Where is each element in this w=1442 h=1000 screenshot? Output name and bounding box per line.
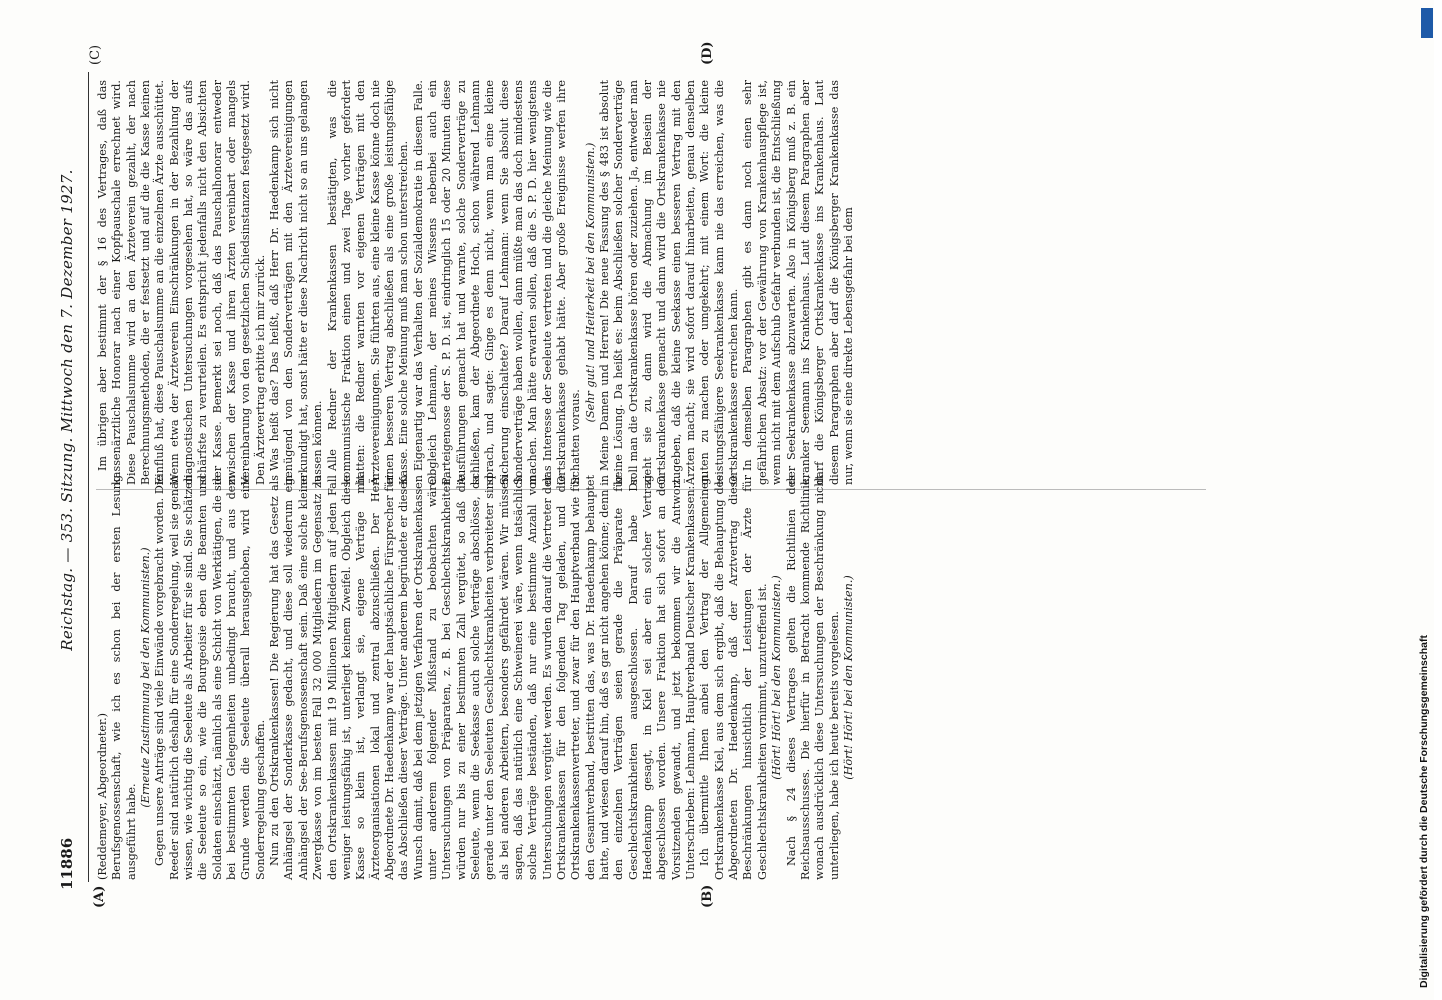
header-rule <box>88 72 89 882</box>
paragraph: Nach § 24 dieses Vertrages gelten die Richtlinien des Reichsausschusses. Die hierfür in Betracht kommende Richtlinie, wonach ausdrücklich diese Untersuchungen der Beschränkung nicht unterliegen, habe ich heute bereits vorgelesen. <box>784 475 841 880</box>
paragraph: Im übrigen aber bestimmt der § 16 des Vertrages, daß das kassenärztliche Honorar nach einer Kopfpauschale errechnet wird. Diese Pauschalsumme wird an den Ärzteverein gezahlt, der nach Berechnungsmethoden, die er festsetzt und auf die die Kasse keinen Einfluß hat, diese Pauschalsumme an die einzelnen Ärzte ausschüttet. Wenn etwa der Ärzteverein Einschränkungen in der Bezahlung der diagnostischen Untersuchungen vorgesehen hat, so wäre das aufs schärfste zu verurteilen. Es entspricht jedenfalls nicht den Absichten der Kasse. Bemerkt sei noch, daß das Pauschalhonorar entweder zwischen der Kasse und ihren Ärzten vereinbart oder mangels Vereinbarung von den gesetzlichen Schiedsinstanzen festgesetzt wird. Den Ärztevertrag erbitte ich mir zurück. <box>96 80 267 485</box>
paragraph: Nun zu den Ortskrankenkassen! Die Regierung hat das Gesetz als Anhängsel der Sonderkasse gedacht, und diese soll wiederum ein Anhängsel der See-Berufsgenossenschaft sein. Daß eine solche kleine Zwergkasse von im besten Fall 32 000 Mitgliedern im Gegensatz zu den Ortskrankenkassen mit 19 Millionen Mitgliedern auf jeden Fall weniger leistungsfähig ist, unterliegt keinem Zweifel. Obgleich diese Kasse so klein ist, verlangt sie, eigene Verträge mit Ärzteorganisationen lokal und zentral abzuschließen. Der Herr Abgeordnete Dr. Haedenkamp war der hauptsächliche Fürsprecher für das Abschließen dieser Verträge. Unter anderem begründete er diesen Wunsch damit, daß bei dem jetzigen Verfahren der Ortskrankenkassen unter anderem folgender Mißstand zu beobachten wäre: Untersuchungen von Präparaten, z. B. bei Geschlechtskrankheiten, würden nur bis zu einer bestimmten Zahl vergütet, so daß die Seeleute, wenn die Seekasse auch solche Verträge abschlösse, da gerade unter den Seeleuten Geschlechtskrankheiten verbreiteter sind als bei anderen Arbeitern, besonders gefährdet wären. Wir müssen sagen, daß das natürlich eine Schweinerei wäre, wenn tatsächlich solche Verträge beständen, daß nur eine bestimmte Anzahl von Untersuchungen vergütet werden. Es wurden darauf die Vertreter der Ortskrankenkassen für den folgenden Tag geladen, und die Ortskrankenkassenvertreter, und zwar für den Hauptverband wie für den Gesamtverband, bestritten das, was Dr. Haedenkamp behauptet hatte, und wiesen darauf hin, daß es gar nicht angehen könne; denn in den einzelnen Verträgen seien gerade die Präparate für Geschlechtskrankheiten ausgeschlossen. Darauf habe Dr. Haedenkamp gesagt, in Kiel sei aber ein solcher Vertrag abgeschlossen worden. Unsere Fraktion hat sich sofort an den Vorsitzenden gewandt, und jetzt bekommen wir die Antwort. Unterschrieben: Lehmann, Hauptverband Deutscher Krankenkassen: <box>268 475 698 880</box>
paragraph: Eigenartig war das Verhalten der Sozialdemokratie in diesem Falle. Obgleich Lehmann, der meines Wissens nebenbei auch ein Parteigenosse der S. P. D. ist, eindringlich 15 oder 20 Minuten diese Ausführungen gemacht hat und warnte, solche Sonderverträge zu schließen, kam der Abgeordnete Hoch, schon während Lehmann sprach, und sagte: Ginge es denn nicht, wenn man eine kleine Sicherung einschaltete? Darauf Lehmann: wenn Sie absolut diese Sonderverträge haben wollen, dann müßte man das doch mindestens machen. Man hätte erwarten sollen, daß die S. P. D. hier wenigstens das Interesse der Seeleute vertreten und die gleiche Meinung wie die Ortskrankenkasse gehabt hätte. Aber große Ereignisse werfen ihre Schatten voraus. <box>411 80 583 485</box>
margin-mark-c: (C) <box>88 44 103 65</box>
credit-strip <box>1398 10 1418 990</box>
paragraph: Alle Redner der Krankenkassen bestätigten, was die kommunistische Fraktion einen und zwei Tage vorher gefordert hatten: die Redner warnten vor eigenen Verträgen mit den Ärztevereinigungen. Sie führten aus, eine kleine Kasse könne doch nie einen besseren Vertrag abschließen als eine große leistungsfähige Kasse. Eine solche Meinung muß man schon unterstreichen. <box>325 80 411 485</box>
margin-mark-a: (A) <box>92 885 107 908</box>
margin-mark-d: (D) <box>700 41 715 65</box>
margin-mark-b: (B) <box>700 884 715 908</box>
interjection: (Hört! Hört! bei den Kommunisten.) <box>841 575 855 780</box>
dfg-logo <box>1421 8 1442 38</box>
interjection: (Erneute Zustimmung bei den Kommunisten.) <box>139 547 153 808</box>
left-text-column <box>96 475 1216 880</box>
paragraph: Gegen unsere Anträge sind viele Einwände vorgebracht worden. Die Reeder sind natürlich deshalb für eine Sonderregelung, weil sie genau wissen, wie wichtig die Seeleute als Arbeiter für sie sind. Sie schätzen die Seeleute so ein, wie die Bourgeoisie eben die Beamten und Soldaten einschätzt, nämlich als eine Schicht von Werktätigen, die sie bei bestimmten Gelegenheiten unbedingt braucht, und aus dem Grunde werden die Seeleute überall herausgehoben, wird eine Sonderregelung geschaffen. <box>153 475 267 880</box>
dfg-logo-text: DFG <box>1432 18 1442 36</box>
interjection: (Hört! Hört! bei den Kommunisten.) <box>770 575 784 780</box>
running-header: Reichstag. — 353. Sitzung. Mittwoch den 7. Dezember 1927. <box>58 169 76 651</box>
paragraph: Was heißt das? Das heißt, daß Herr Dr. Haedenkamp sich nicht genügend von den Sonderverträgen mit den Ärztevereinigungen erkundigt hat, sonst hätte er diese Nachricht nicht so an uns gelangen lassen können. <box>268 80 325 485</box>
quoted-letter: Ich übermittle Ihnen anbei den Vertrag der Allgemeinen Ortskrankenkasse Kiel, aus dem sich ergibt, daß die Behauptung des Abgeordneten Dr. Haedenkamp, daß der Arztvertrag diese Beschränkungen hinsichtlich der Leistungen der Ärzte für Geschlechtskrankheiten vornimmt, unzutreffend ist. <box>698 475 769 880</box>
digitization-credit: Digitalisierung gefördert durch die Deutsche Forschungsgemeinschaft <box>1418 635 1430 988</box>
paragraph: Berufsgenossenschaft, wie ich es schon bei der ersten Lesung ausgeführt habe. <box>110 475 138 880</box>
page-number: 11886 <box>58 837 76 890</box>
speaker-line: (Reddemeyer, Abgeordneter.) <box>96 712 109 880</box>
right-text-column <box>96 80 1216 485</box>
interjection: (Sehr gut! und Heiterkeit bei den Kommunisten.) <box>583 142 597 423</box>
paragraph: In demselben Paragraphen gibt es dann noch einen sehr gefährlichen Absatz: vor der Gewährung von Krankenhauspflege ist, wenn nicht mit dem Aufschub Gefahr verbunden ist, die Entschließung der Seekrankenkasse abzuwarten. Also in Königsberg muß z. B. ein kranker Seemann ins Krankenhaus. Laut diesem Paragraphen aber darf die Königsberger Ortskrankenkasse ins Krankenhaus. Laut diesem Paragraphen aber darf die Königsberger Krankenkasse das nur, wenn sie eine direkte Lebensgefahr bei dem <box>741 80 855 485</box>
paragraph: Meine Damen und Herren! Die neue Fassung des § 483 ist absolut keine Lösung. Da heißt es: beim Abschließen solcher Sonderverträge soll man die Ortskrankenkasse hören oder zuziehen. Ja, entweder man zieht sie zu, dann wird die Abmachung im Beisein der Ortskrankenkasse gemacht und dann wird die Ortskrankenkasse nie zugeben, daß die kleine Seekasse einen besseren Vertrag mit den Ärzten macht; sie wird sofort darauf hinarbeiten, genau denselben guten zu machen oder umgekehrt; mit einem Wort: die kleine leistungsfähigere Seekrankenkasse kann nie das erreichen, was die Ortskrankenkasse erreichen kann. <box>598 80 741 485</box>
